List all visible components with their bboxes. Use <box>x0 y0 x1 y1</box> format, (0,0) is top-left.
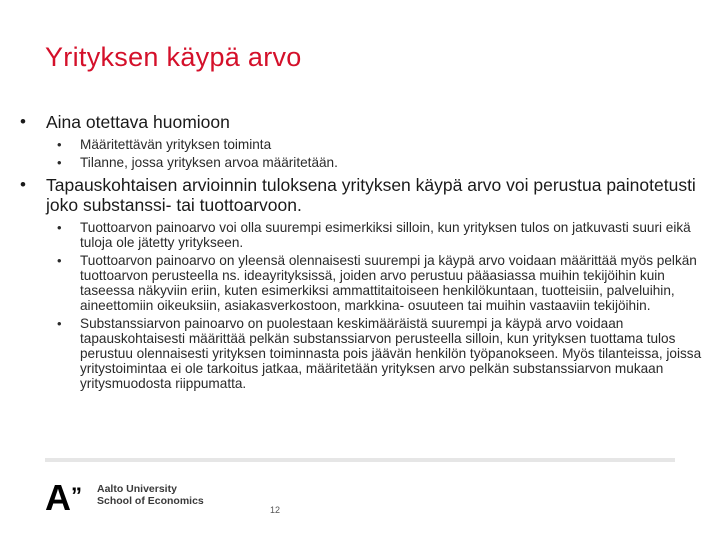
sub-bullet-item <box>46 253 710 313</box>
bullet-text: Tapauskohtaisen arvioinnin tuloksena yrityksen käypä arvo voi perustua painotetusti joko substanssi- tai tuottoarvoon. <box>46 175 696 215</box>
bullet-list <box>20 112 710 391</box>
sub-bullet-text: Substanssiarvon painoarvo on puolestaan keskimääräistä suurempi ja käypä arvo voidaan tapauskohtaisesti määrittää pelkän substanssiarvon perusteella silloin, kun yrityksen tuottama tulos perustuu olennaisesti yrityksen toiminnasta pois jäävän henkilön työpanokseen. Myös tilanteissa, joissa yritystoimintaa ei ole tarkoitus jatkaa, määritetään yrityksen arvo pelkän substanssiarvon mukaan yritysmuodosta riippumatta. <box>80 316 702 391</box>
page-number: 12 <box>270 505 281 515</box>
sub-bullet-marker: • <box>57 316 62 331</box>
bullet-item-2 <box>20 175 710 391</box>
sub-bullet-text: Tuottoarvon painoarvo on yleensä olennaisesti suurempi ja käypä arvo voidaan määrittää myös pelkän tuottoarvon perusteella ns. ideayrityksissä, joiden arvo perustuu pääasiassa muihin tekijöihin kuin taseessa näkyviin eriin, kuten esimerkiksi ammattitaitoiseen henkilökuntaan, tuotteisiin, palveluihin, aineettomiin oikeuksiin, asiakasverkostoon, markkina- osuuteen tai muihin vastaaviin tekijöihin. <box>80 253 697 313</box>
sub-bullet-list <box>46 137 710 170</box>
sub-bullet-item <box>46 137 710 152</box>
logo-quote-icon: ” <box>71 483 80 508</box>
sub-bullet-marker: • <box>57 253 62 268</box>
bullet-item-1 <box>20 112 710 170</box>
sub-bullet-list <box>46 220 710 391</box>
slide-content <box>20 112 710 396</box>
bullet-text: Aina otettava huomioon <box>46 112 230 132</box>
logo-line-1: Aalto University <box>97 483 177 495</box>
sub-bullet-marker: • <box>57 155 62 170</box>
sub-bullet-item <box>46 155 710 170</box>
sub-bullet-marker: • <box>57 137 62 152</box>
logo-line-2: School of Economics <box>97 495 204 507</box>
sub-bullet-marker: • <box>57 220 62 235</box>
sub-bullet-text: Tilanne, jossa yrityksen arvoa määritetään. <box>80 155 338 170</box>
bullet-marker: • <box>20 175 26 194</box>
logo-mark: A <box>45 477 69 518</box>
sub-bullet-text: Määritettävän yrityksen toiminta <box>80 137 272 152</box>
logo-text <box>97 483 204 507</box>
slide-title: Yrityksen käypä arvo <box>45 42 302 72</box>
bullet-marker: • <box>20 112 26 131</box>
sub-bullet-item <box>46 316 710 391</box>
sub-bullet-text: Tuottoarvon painoarvo voi olla suurempi esimerkiksi silloin, kun yrityksen tulos on jatkuvasti suuri eikä tuloja ole jätetty yritykseen. <box>80 220 691 250</box>
sub-bullet-item <box>46 220 710 250</box>
footer-divider <box>45 458 675 462</box>
aalto-logo <box>45 477 204 518</box>
